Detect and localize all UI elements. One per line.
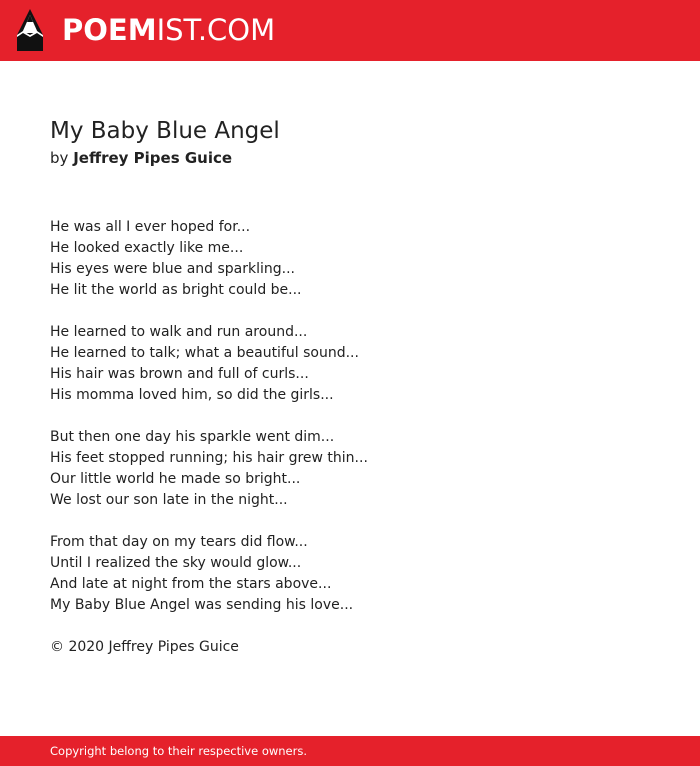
stanza [50,217,650,301]
poem-line: He learned to talk; what a beautiful sound... [50,345,359,361]
site-footer [0,736,700,766]
poem-body [50,217,650,616]
logo-text-light: IST.COM [156,13,276,47]
poem-line: Our little world he made so bright... [50,471,301,487]
byline-prefix: by [50,149,69,167]
poem-line: He lit the world as bright could be... [50,282,302,298]
poem-line: From that day on my tears did flow... [50,534,308,550]
poem-content [50,116,650,658]
poem-line: And late at night from the stars above... [50,576,332,592]
pencil-icon[interactable] [17,9,43,51]
site-header [0,0,700,61]
poem-line: But then one day his sparkle went dim... [50,429,335,445]
stanza [50,427,650,511]
poem-line: His feet stopped running; his hair grew thin... [50,450,368,466]
stanza [50,532,650,616]
poem-line: He looked exactly like me... [50,240,244,256]
poem-byline [50,146,650,170]
footer-copyright-text: Copyright belong to their respective owners. [50,744,308,758]
poem-line: His hair was brown and full of curls... [50,366,309,382]
stanza [50,322,650,406]
poem-line: Until I realized the sky would glow... [50,555,302,571]
poem-copyright: © 2020 Jeffrey Pipes Guice [50,639,239,655]
poem-line: My Baby Blue Angel was sending his love... [50,597,354,613]
poem-line: His momma loved him, so did the girls... [50,387,334,403]
poem-line: We lost our son late in the night... [50,492,288,508]
poem-line: He was all I ever hoped for... [50,219,251,235]
poem-author[interactable]: Jeffrey Pipes Guice [73,149,233,167]
site-logo[interactable] [62,12,275,48]
poem-title: My Baby Blue Angel [50,118,280,144]
poem-line: His eyes were blue and sparkling... [50,261,296,277]
logo-text-bold: POEM [62,13,157,47]
poem-line: He learned to walk and run around... [50,324,308,340]
